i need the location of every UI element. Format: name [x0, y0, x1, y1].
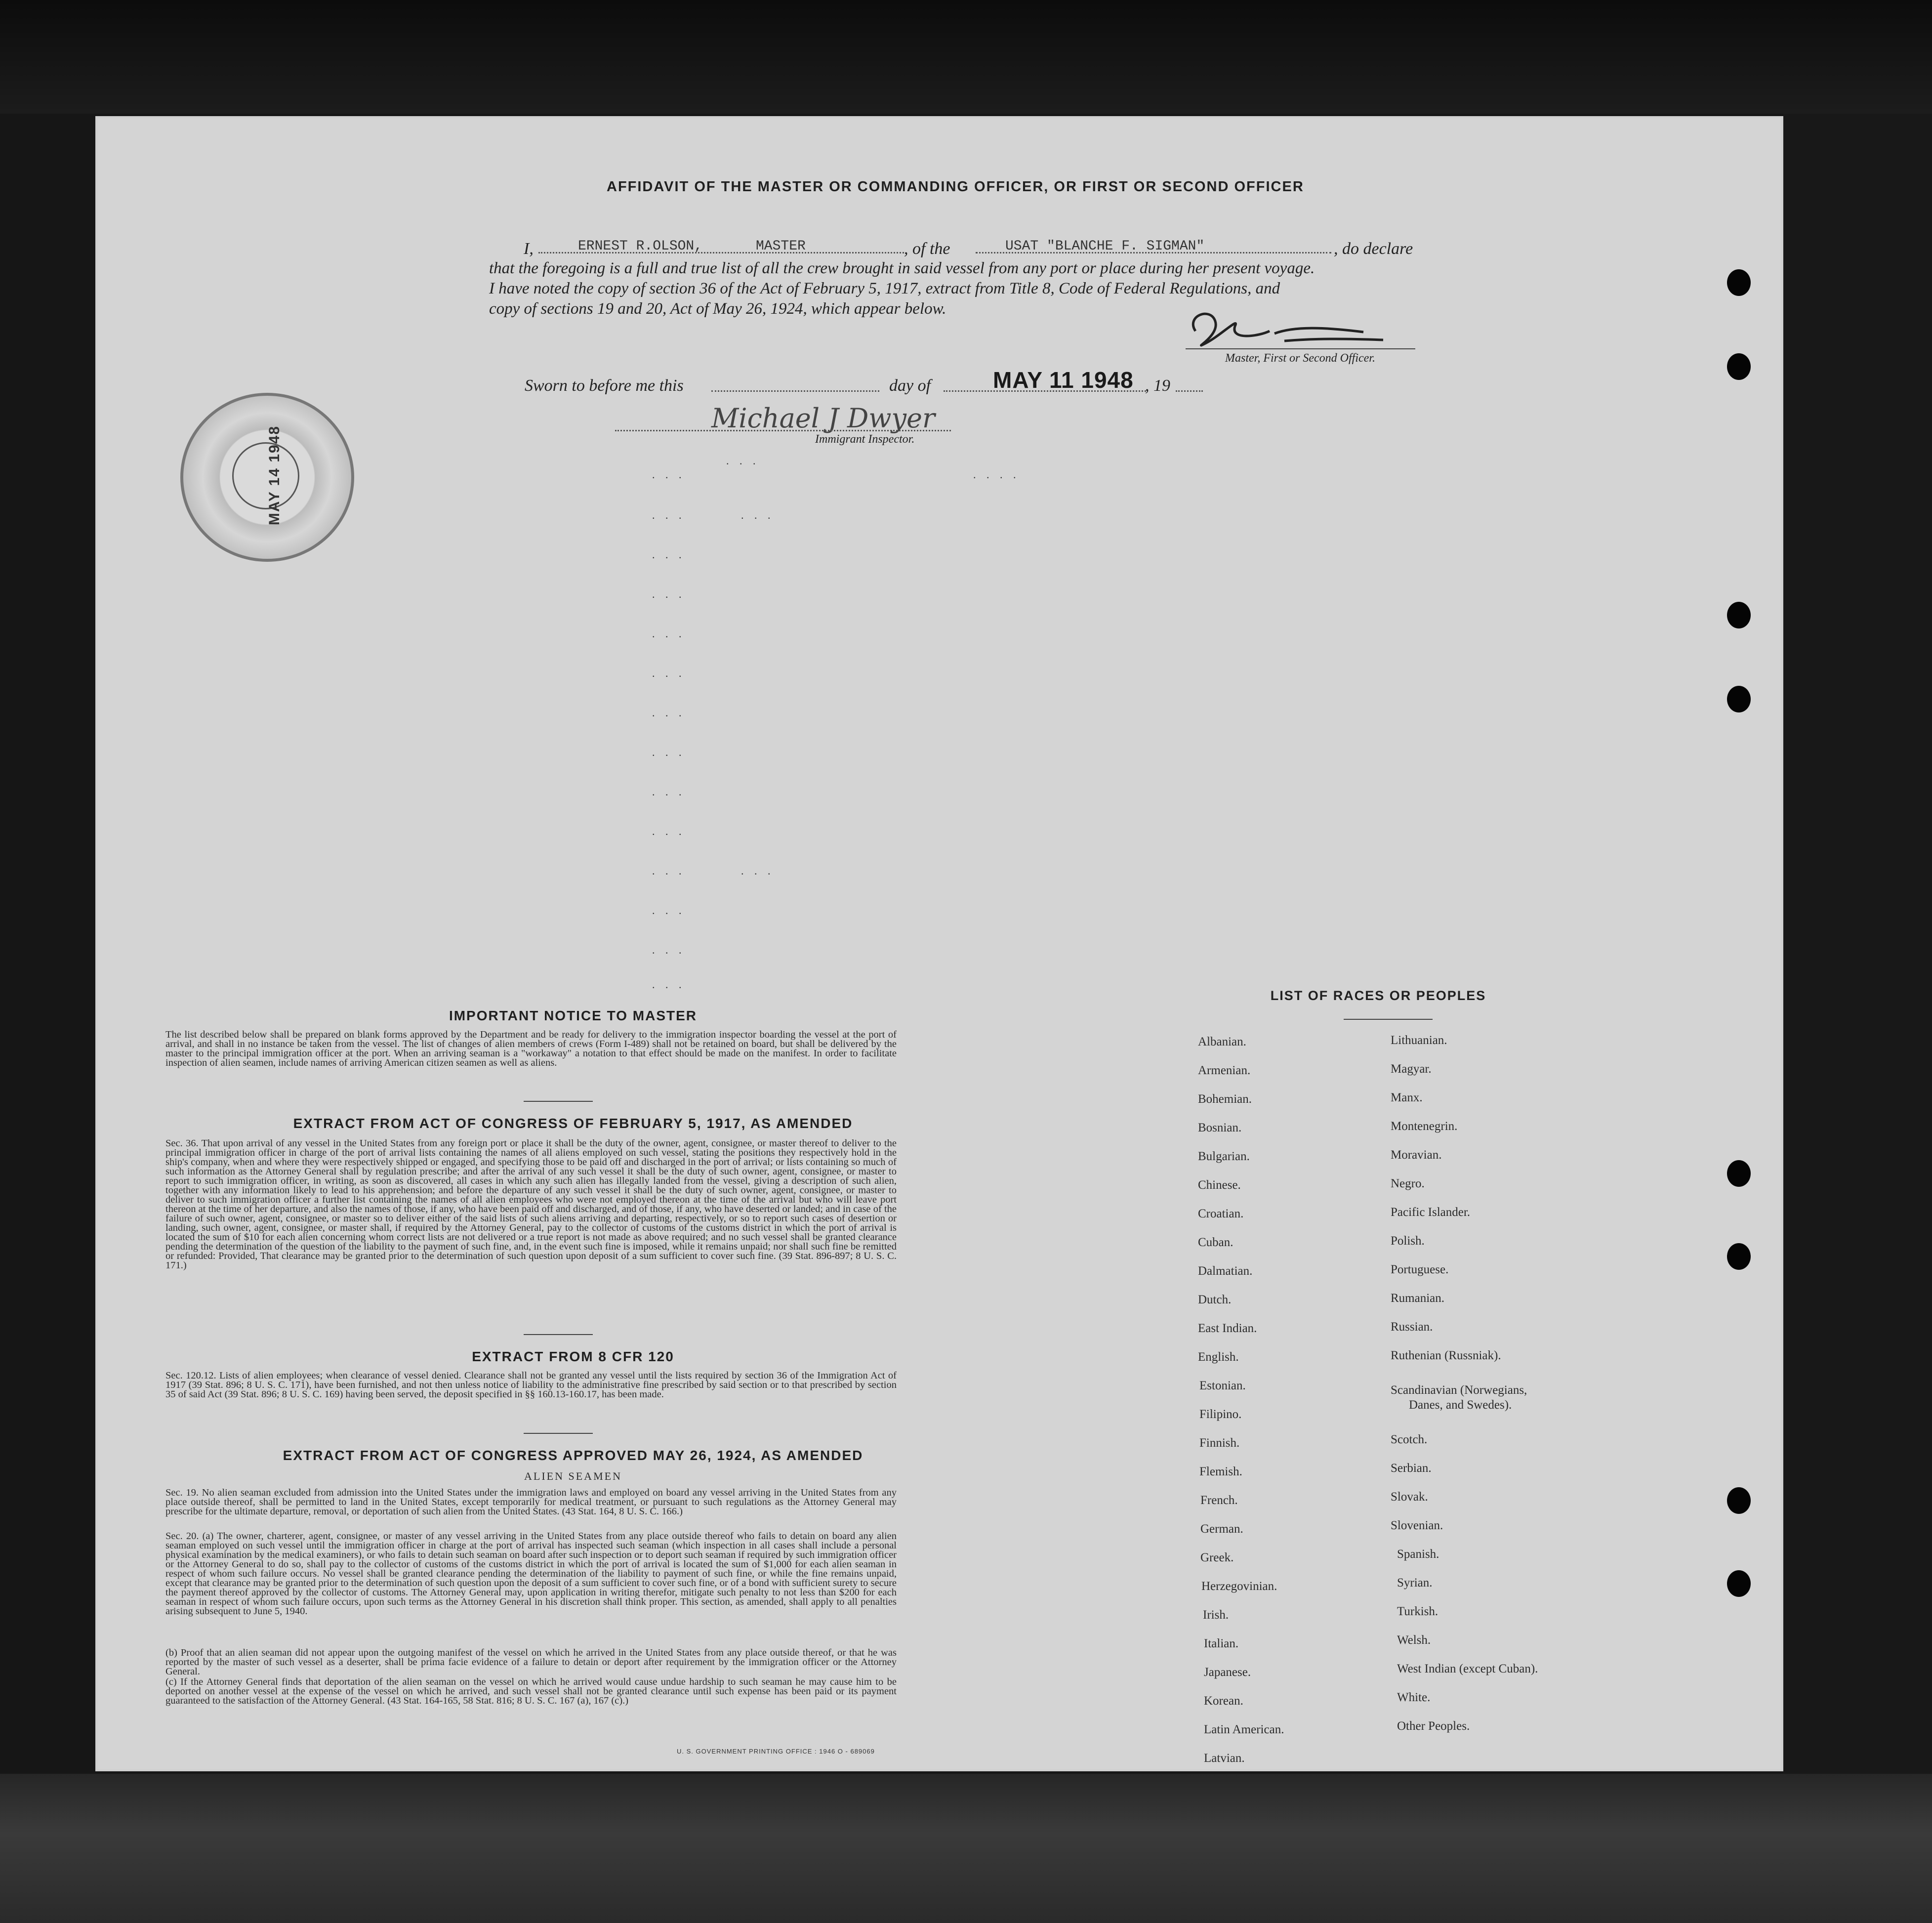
master-rank: MASTER [756, 239, 806, 254]
dot-row: . . . [726, 455, 760, 467]
dot-row: . . . [652, 509, 686, 521]
race-item: Danes, and Swedes). [1409, 1398, 1512, 1412]
dot-row: . . . [652, 746, 686, 758]
race-item: Lithuanian. [1391, 1034, 1447, 1047]
section-divider [524, 1101, 593, 1102]
extract-1917-body: Sec. 36. That upon arrival of any vessel in the United States from any foreign port or place it shall be the duty of the owner, agent, consignee, or master thereof to deliver to the principal immigration officer in charge of the port of arrival lists containing the names of all aliens employed on such vessel, stating the positions they respectively hold in the ship's company, when and where they were respectively shipped or engaged, and specifying those to be paid off and discharged in the port of arrival; or lists containing so much of such information as the Attorney General shall by regulation prescribe; and after the arrival of any such vessel it shall be the duty of such owner, agent, consignee, or master to report to such immigration officer, in writing, as soon as discovered, all cases in which any such alien has illegally landed from the vessel, giving a description of such alien, together with any information likely to lead to his apprehension; and before the departure of any such vessel it shall be the duty of such owner, agent, consignee, or master to deliver to such immigration officer a further list containing the names of all alien employees who were not employed thereon at the time of the arrival but who will leave port thereon at the time of her departure, and also the names of those, if any, who have been paid off and discharged, and of those, if any, who have deserted or landed; and in case of the failure of such owner, agent, consignee, or master so to deliver either of the said lists of such aliens arriving and departing, respectively, or so to report such cases of desertion or landing, such owner, agent, consignee, or master shall, if required by the Attorney General, pay to the collector of customs of the customs district in which the port of arrival is located the sum of $10 for each alien concerning whom correct lists are not delivered or a true report is not made as above required; and no such vessel shall be granted clearance pending the determination of the question of the liability to the payment of such fine, and, in the event such fine is imposed, while it remains unpaid; nor shall such fine be remitted or refunded: Provided, That clearance may be granted prior to the determination of such question upon deposit of a sum sufficient to cover such fine. (39 Stat. 896-897; 8 U. S. C. 171.) [165, 1138, 897, 1271]
section-divider [524, 1433, 593, 1434]
race-item: Latin American. [1204, 1723, 1284, 1736]
extract-1924-sec19: Sec. 19. No alien seaman excluded from admission into the United States under the immigration laws and employed on board any vessel arriving in the United States from any place outside thereof, shall be permitted to land in the United States, except temporarily for medical treatment, or pursuant to such regulations as the Attorney General may prescribe for the ultimate departure, removal, or deportation of such alien from the United States. (43 Stat. 164, 8 U. S. C. 166.) [165, 1487, 897, 1517]
film-border-bottom [0, 1774, 1932, 1923]
inspector-signature: Michael J Dwyer [711, 403, 935, 434]
punch-hole [1727, 1487, 1751, 1514]
punch-hole [1727, 353, 1751, 380]
race-item: Montenegrin. [1391, 1120, 1458, 1133]
race-item: Rumanian. [1391, 1292, 1445, 1305]
race-item: Spanish. [1397, 1547, 1439, 1561]
race-item: Turkish. [1397, 1605, 1439, 1618]
film-border-top [0, 0, 1932, 114]
document-sheet [95, 116, 1783, 1771]
race-item: Magyar. [1391, 1062, 1432, 1076]
signature-line [1186, 348, 1415, 349]
race-item: Other Peoples. [1397, 1719, 1470, 1733]
race-item: Polish. [1391, 1234, 1425, 1248]
race-item: French. [1200, 1494, 1238, 1507]
dot-row: . . . [652, 627, 686, 640]
race-item: Dalmatian. [1198, 1264, 1253, 1278]
race-item: Irish. [1203, 1608, 1229, 1622]
punch-hole [1727, 1570, 1751, 1597]
race-item: English. [1198, 1350, 1239, 1364]
race-item: Finnish. [1199, 1436, 1240, 1450]
dot-row: . . . [652, 667, 686, 679]
dot-row: . . . [652, 707, 686, 719]
extract-1924-subtitle: ALIEN SEAMEN [524, 1470, 622, 1482]
year-field-line [1176, 390, 1203, 392]
race-item: Korean. [1204, 1694, 1243, 1708]
dot-row: . . . [652, 786, 686, 798]
race-item: Negro. [1391, 1177, 1425, 1190]
race-item: Portuguese. [1391, 1263, 1449, 1276]
punch-hole [1727, 1243, 1751, 1270]
race-item: Slovenian. [1391, 1519, 1443, 1532]
race-item: Serbian. [1391, 1462, 1432, 1475]
race-item: Scandinavian (Norwegians, [1391, 1383, 1527, 1397]
race-item: Pacific Islander. [1391, 1206, 1471, 1219]
dot-row: . . . [652, 548, 686, 561]
race-item: Croatian. [1198, 1207, 1244, 1220]
race-item: Greek. [1200, 1551, 1234, 1564]
master-signature [1176, 296, 1423, 361]
punch-hole [1727, 269, 1751, 296]
race-item: Armenian. [1198, 1064, 1251, 1077]
dot-row: . . . [652, 978, 686, 991]
page-title: AFFIDAVIT OF THE MASTER OR COMMANDING OFFICER, OR FIRST OR SECOND OFFICER [607, 179, 1304, 195]
punch-hole [1727, 686, 1751, 712]
extract-1924-sec20b: (b) Proof that an alien seaman did not appear upon the outgoing manifest of the vessel on which he arrived in the United States from any place outside thereof, or that he was reported by the master of such vessel as a deserter, shall be prima facie evidence of a failure to detain or deport after requirement by the immigration officer or the Attorney General. [165, 1647, 897, 1677]
signature-caption: Master, First or Second Officer. [1225, 352, 1375, 365]
dot-row: . . . [652, 944, 686, 956]
punch-hole [1727, 602, 1751, 628]
dot-row: . . . [652, 588, 686, 600]
race-item: Dutch. [1198, 1293, 1232, 1306]
race-item: Flemish. [1199, 1465, 1242, 1478]
race-item: West Indian (except Cuban). [1397, 1662, 1538, 1675]
race-item: Japanese. [1204, 1666, 1251, 1679]
race-item: Syrian. [1397, 1576, 1433, 1589]
extract-1924-title: EXTRACT FROM ACT OF CONGRESS APPROVED MAY 26, 1924, AS AMENDED [283, 1448, 863, 1463]
races-title: LIST OF RACES OR PEOPLES [1270, 988, 1486, 1003]
race-item: Manx. [1391, 1091, 1423, 1104]
master-name: ERNEST R.OLSON, [578, 239, 703, 254]
race-item: Albanian. [1198, 1035, 1246, 1048]
race-item: Scotch. [1391, 1433, 1428, 1446]
immigration-stamp-inner [232, 442, 299, 509]
extract-1924-sec20c: (c) If the Attorney General finds that deportation of the alien seaman on the vessel on which he arrived would cause undue hardship to such seaman he may cause him to be deported on another vessel at the expense of the vessel on which he arrived, and such vessel shall not be granted clearance until such expense has been paid or its payment guaranteed to the satisfaction of the Attorney General. (43 Stat. 164-165, 58 Stat. 816; 8 U. S. C. 167 (a), 167 (c).) [165, 1676, 897, 1706]
inspector-field-line [615, 430, 951, 431]
dot-row: . . . [652, 468, 686, 481]
race-item: Moravian. [1391, 1148, 1442, 1162]
dot-row: . . . [652, 865, 686, 877]
affidavit-i-label: I, [524, 240, 534, 258]
dot-row: . . . [652, 825, 686, 837]
race-item: Russian. [1391, 1320, 1433, 1334]
race-item: Bohemian. [1198, 1092, 1252, 1106]
extract-cfr-title: EXTRACT FROM 8 CFR 120 [472, 1349, 674, 1364]
extract-1917-title: EXTRACT FROM ACT OF CONGRESS OF FEBRUARY 5, 1917, AS AMENDED [293, 1116, 853, 1131]
day-of-label: day of [889, 376, 931, 395]
dot-row: . . . [652, 904, 686, 917]
race-item: East Indian. [1198, 1322, 1257, 1335]
race-item: German. [1200, 1522, 1243, 1536]
race-item: Estonian. [1199, 1379, 1246, 1392]
race-item: Filipino. [1199, 1408, 1242, 1421]
printing-office-imprint: U. S. GOVERNMENT PRINTING OFFICE : 1946 O - 689069 [677, 1748, 875, 1755]
immigration-stamp-date: MAY 14 1948 [266, 425, 283, 526]
race-item: White. [1397, 1691, 1431, 1704]
punch-hole [1727, 1160, 1751, 1187]
extract-cfr-body: Sec. 120.12. Lists of alien employees; when clearance of vessel denied. Clearance shall not be granted any vessel until the lists required by section 36 of the Immigration Act of 1917 (39 Stat. 896; 8 U. S. C. 171), have been furnished, and not then unless notice of liability to the administrative fine prescribed by said section or to that prescribed by section 35 of said Act (39 Stat. 896; 8 U. S. C. 169) having been served, the deposit specified in §§ 160.13-160.17, has been made. [165, 1370, 897, 1400]
dot-row: . . . [741, 509, 775, 521]
sworn-label: Sworn to before me this [525, 376, 684, 395]
affidavit-line-2: that the foregoing is a full and true list of all the crew brought in said vessel from any port or place during her present voyage. [489, 259, 1315, 277]
film-border-right [1783, 114, 1932, 1774]
race-item: Cuban. [1198, 1236, 1233, 1249]
race-item: Herzegovinian. [1201, 1580, 1277, 1593]
races-title-underline [1344, 1019, 1433, 1020]
race-item: Ruthenian (Russniak). [1391, 1349, 1501, 1362]
do-declare-label: , do declare [1334, 240, 1413, 258]
extract-1924-sec20a: Sec. 20. (a) The owner, charterer, agent, consignee, or master of any vessel arriving in the United States from any place outside thereof who fails to detain on board any alien seaman employed on such vessel until the immigration officer in charge at the port of arrival has inspected such seaman (which inspection in all cases shall include a personal physical examination by the medical examiners), or who fails to detain such seaman on board after such inspection or to deport such seaman if required by such immigration officer or the Attorney General to do so, shall pay to the collector of customs of the customs district in which the port of arrival is located the sum of $1,000 for each alien seaman in respect of whom such failure occurs. No vessel shall be granted clearance pending the determination of the liability to payment of such fine, or while the fine remains unpaid, except that clearance may be granted prior to the determination of such question upon the deposit of a sum sufficient to cover such fine, or of a bond with sufficient surety to secure the payment thereof approved by the collector of customs. The Attorney General may, upon application in writing therefor, mitigate such penalty to not less than $200 for each seaman in respect of whom such failure occurs, upon such terms as the Attorney General in his discretion shall think proper. This section, as amended, shall apply to all penalties arising subsequent to June 5, 1940. [165, 1531, 897, 1617]
of-the-label: , of the [904, 240, 950, 258]
race-item: Italian. [1204, 1637, 1239, 1650]
race-item: Latvian. [1204, 1752, 1245, 1765]
year-prefix: , 19 [1145, 376, 1170, 395]
dot-row: . . . [741, 865, 775, 877]
race-item: Bosnian. [1198, 1121, 1242, 1134]
dot-row: . . . . [973, 468, 1020, 481]
date-stamp: MAY 11 1948 [993, 367, 1134, 393]
race-item: Slovak. [1391, 1490, 1428, 1504]
day-field-line [711, 390, 879, 392]
section-divider [524, 1334, 593, 1335]
notice-title: IMPORTANT NOTICE TO MASTER [449, 1008, 698, 1023]
race-item: Welsh. [1397, 1633, 1431, 1647]
affidavit-line-4: copy of sections 19 and 20, Act of May 26, 1924, which appear below. [489, 300, 946, 318]
race-item: Bulgarian. [1198, 1150, 1250, 1163]
inspector-caption: Immigrant Inspector. [815, 433, 915, 446]
vessel-name: USAT "BLANCHE F. SIGMAN" [1005, 239, 1205, 254]
notice-body: The list described below shall be prepared on blank forms approved by the Department and be ready for delivery to the immigration inspector boarding the vessel at the port of arrival, and shall in no instance be taken from the vessel. The list of changes of alien members of crews (Form I-489) shall not be retained on board, but shall be delivered by the master to the principal immigration officer at the port. When an arriving seaman is a "workaway" a notation to that effect should be made on the manifest. In order to facilitate inspection of alien seamen, include names of arriving American citizen seamen as well as aliens. [165, 1029, 897, 1068]
affidavit-line-3: I have noted the copy of section 36 of the Act of February 5, 1917, extract from Title 8, Code of Federal Regulations, and [489, 280, 1280, 297]
race-item: Chinese. [1198, 1178, 1241, 1192]
